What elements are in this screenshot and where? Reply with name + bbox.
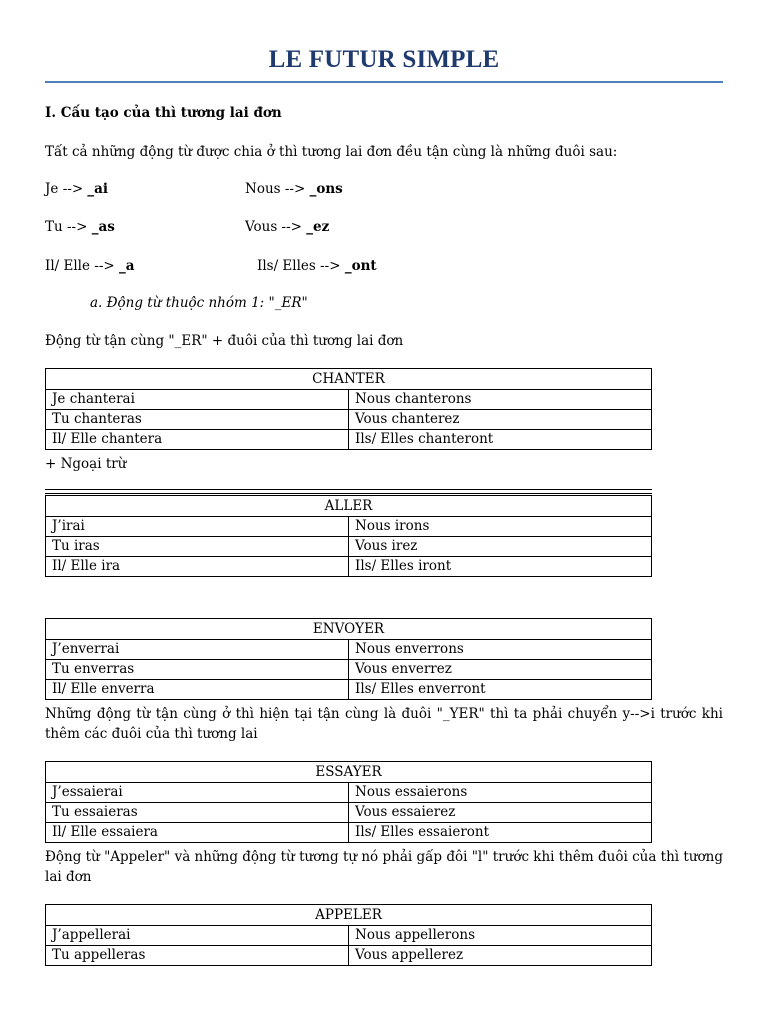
table-verb-header: ALLER bbox=[46, 496, 652, 517]
table-cell: Vous enverrez bbox=[349, 660, 652, 680]
ending-subject: Nous --> bbox=[245, 181, 310, 197]
ending-subject: Je --> bbox=[45, 181, 88, 197]
page-title: LE FUTUR SIMPLE bbox=[268, 46, 500, 73]
table-cell: Tu appelleras bbox=[46, 946, 349, 966]
ending-suffix: _ai bbox=[87, 181, 109, 197]
section-heading: I. Cấu tạo của thì tương lai đơn bbox=[45, 105, 282, 121]
ending-suffix: _ez bbox=[306, 219, 330, 235]
table-cell: Tu essaieras bbox=[46, 803, 349, 823]
ending-subject: Ils/ Elles --> bbox=[257, 258, 345, 274]
table-row bbox=[46, 517, 652, 537]
conjugation-table-chanter bbox=[45, 368, 652, 450]
table-row bbox=[46, 557, 652, 577]
table-cell: J’appellerai bbox=[46, 926, 349, 946]
table-cell: Il/ Elle ira bbox=[46, 557, 349, 577]
ending-ils-elles bbox=[257, 257, 377, 275]
table-cell: Tu iras bbox=[46, 537, 349, 557]
table-cell: Vous irez bbox=[349, 537, 652, 557]
table-cell: Vous essaierez bbox=[349, 803, 652, 823]
group1-rule: Động từ tận cùng "_ER" + đuôi của thì tương lai đơn bbox=[45, 333, 404, 349]
table-row bbox=[46, 640, 652, 660]
table-row bbox=[46, 537, 652, 557]
table-cell: Tu chanteras bbox=[46, 410, 349, 430]
table-verb-header: APPELER bbox=[46, 905, 652, 926]
appeler-rule-note: Động từ "Appeler" và những động từ tương tự nó phải gấp đôi "l" trước khi thêm đuôi của thì tương lai đơn bbox=[45, 849, 723, 885]
table-cell: Ils/ Elles essaieront bbox=[349, 823, 652, 843]
intro-text: Tất cả những động từ được chia ở thì tương lai đơn đều tận cùng là những đuôi sau: bbox=[45, 144, 618, 160]
yer-rule-note: Những động từ tận cùng ở thì hiện tại tận cùng là đuôi "_YER" thì ta phải chuyển y-->i trước khi thêm các đuôi của thì tương lai bbox=[45, 706, 723, 742]
table-cell: J’essaierai bbox=[46, 783, 349, 803]
exception-label: + Ngoại trừ bbox=[45, 456, 127, 472]
table-cell: Nous appellerons bbox=[349, 926, 652, 946]
table-row bbox=[46, 410, 652, 430]
table-cell: Je chanterai bbox=[46, 390, 349, 410]
table-verb-header: ENVOYER bbox=[46, 619, 652, 640]
table-cell: Vous chanterez bbox=[349, 410, 652, 430]
title-underline bbox=[45, 81, 723, 83]
conjugation-table-envoyer bbox=[45, 618, 652, 700]
table-row bbox=[46, 926, 652, 946]
table-verb-header: CHANTER bbox=[46, 369, 652, 390]
table-row bbox=[46, 390, 652, 410]
table-cell: Ils/ Elles enverront bbox=[349, 680, 652, 700]
table-row bbox=[46, 946, 652, 966]
table-cell: Il/ Elle enverra bbox=[46, 680, 349, 700]
ending-suffix: _ont bbox=[344, 258, 377, 274]
ending-nous bbox=[245, 180, 343, 198]
table-cell: Nous chanterons bbox=[349, 390, 652, 410]
table-cell: Il/ Elle chantera bbox=[46, 430, 349, 450]
ending-il-elle bbox=[45, 257, 135, 275]
conjugation-table-appeler bbox=[45, 904, 652, 966]
table-row bbox=[46, 783, 652, 803]
table-row bbox=[46, 823, 652, 843]
conjugation-table-aller bbox=[45, 495, 652, 577]
ending-suffix: _ons bbox=[309, 181, 343, 197]
ending-subject: Vous --> bbox=[245, 219, 307, 235]
subheading-group1: a. Động từ thuộc nhóm 1: "_ER" bbox=[90, 295, 308, 311]
table-cell: Tu enverras bbox=[46, 660, 349, 680]
ending-subject: Tu --> bbox=[45, 219, 92, 235]
table-cell: Ils/ Elles iront bbox=[349, 557, 652, 577]
ending-je bbox=[45, 180, 108, 198]
table-row bbox=[46, 430, 652, 450]
table-row bbox=[46, 680, 652, 700]
double-rule bbox=[45, 489, 652, 494]
table-cell: Il/ Elle essaiera bbox=[46, 823, 349, 843]
ending-suffix: _a bbox=[119, 258, 135, 274]
table-verb-header: ESSAYER bbox=[46, 762, 652, 783]
table-cell: Vous appellerez bbox=[349, 946, 652, 966]
table-cell: Nous enverrons bbox=[349, 640, 652, 660]
table-row bbox=[46, 803, 652, 823]
ending-suffix: _as bbox=[91, 219, 115, 235]
ending-tu bbox=[45, 218, 115, 236]
table-cell: J’irai bbox=[46, 517, 349, 537]
table-cell: Nous essaierons bbox=[349, 783, 652, 803]
ending-vous bbox=[245, 218, 329, 236]
table-cell: J’enverrai bbox=[46, 640, 349, 660]
conjugation-table-essayer bbox=[45, 761, 652, 843]
table-cell: Nous irons bbox=[349, 517, 652, 537]
table-row bbox=[46, 660, 652, 680]
table-cell: Ils/ Elles chanteront bbox=[349, 430, 652, 450]
ending-subject: Il/ Elle --> bbox=[45, 258, 119, 274]
